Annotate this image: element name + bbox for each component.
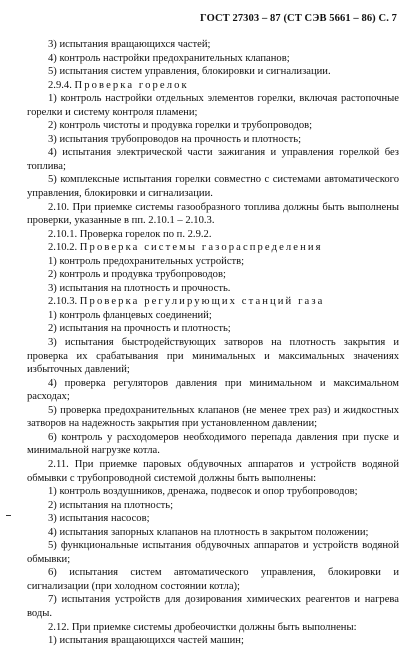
- section-number: 2.9.4.: [48, 79, 72, 91]
- section-heading-2-10-2: [27, 241, 399, 255]
- list-item: 2) контроль и продувка трубопроводов;: [48, 269, 226, 281]
- list-item: 4) контроль настройки предохранительных клапанов;: [48, 52, 290, 64]
- section-title: Проверка горелок: [74, 79, 189, 91]
- list-item: 4) проверка регуляторов давления при минимальном и максимальном расходах;: [27, 377, 399, 403]
- list-item: 1) контроль воздушников, дренажа, подвесок и опор трубопроводов;: [48, 486, 358, 498]
- list-item: 1) контроль фланцевых соединений;: [48, 309, 212, 321]
- list-item: 5) проверка предохранительных клапанов (не менее трех раз) и жидкостных затворов на надежность закрытия при установленном давлении;: [27, 404, 399, 430]
- section-title: Проверка регулирующих станций газа: [79, 296, 325, 308]
- list-item: 2) испытания на плотность;: [48, 499, 174, 511]
- list-item: 3) испытания вращающихся частей;: [48, 39, 211, 50]
- margin-mark: [6, 515, 11, 516]
- list-item: 6) контроль у расходомеров необходимого перепада давления при пуске и минимальной нагрузке котла.: [27, 431, 399, 457]
- list-item: 4) испытания запорных клапанов на плотность в закрытом положении;: [48, 526, 369, 538]
- list-item: 1) контроль настройки отдельных элементов горелки, включая растопочные горелки и систему контроля пламени;: [27, 93, 399, 118]
- paragraph-2-11: 2.11. При приемке паровых обдувочных аппаратов и устройств водяной обмывки с трубопроводной системой должны быть выполнены:: [27, 458, 399, 484]
- section-number: 2.10.2.: [48, 242, 78, 254]
- page-header: ГОСТ 27303 – 87 (СТ СЭВ 5661 – 86) С. 7: [200, 13, 397, 24]
- list-item: 1) испытания вращающихся частей машин;: [48, 635, 244, 647]
- list-item: 3) испытания трубопроводов на прочность и плотность;: [48, 133, 302, 145]
- section-title: Проверка системы газораспределения: [79, 242, 323, 254]
- list-item: 4) испытания электрической части зажигания и управления горелкой без топлива;: [27, 147, 399, 172]
- list-item: 3) испытания насосов;: [48, 513, 150, 525]
- list-item: 5) испытания систем управления, блокировки и сигнализации.: [48, 66, 331, 78]
- list-item: 3) испытания быстродействующих затворов на плотность закрытия и проверка их срабатывания при минимальных и максимальных значениях избыточных давлений;: [27, 337, 399, 376]
- document-body: [27, 38, 399, 648]
- list-item: 2) испытания на прочность и плотность;: [48, 323, 231, 335]
- section-heading-2-10-3: [27, 295, 399, 309]
- paragraph-2-10-1: 2.10.1. Проверка горелок по п. 2.9.2.: [48, 228, 212, 240]
- section-heading-2-9-4: [27, 79, 399, 93]
- list-item: 5) комплексные испытания горелки совместно с системами автоматического управления, блокировки и сигнализации.: [27, 174, 399, 200]
- list-item: 5) функциональные испытания обдувочных аппаратов и устройств водяной обмывки;: [27, 540, 399, 565]
- list-item: 3) испытания на плотность и прочность.: [48, 282, 231, 294]
- section-number: 2.10.3.: [48, 296, 78, 308]
- list-item: 7) испытания устройств для дозирования химических реагентов и нагрева воды.: [27, 594, 399, 619]
- list-item: 2) контроль чистоты и продувка горелки и трубопроводов;: [48, 120, 313, 132]
- list-item: 1) контроль предохранительных устройств;: [48, 255, 245, 267]
- list-item: 6) испытания систем автоматического управления, блокировки и сигнализации (при холодном состоянии котла);: [27, 567, 399, 592]
- paragraph-2-12: 2.12. При приемке системы дробеочистки должны быть выполнены:: [48, 621, 357, 633]
- paragraph-2-10: 2.10. При приемке системы газообразного топлива должны быть выполнены проверки, указанные в пп. 2.10.1 – 2.10.3.: [27, 201, 399, 227]
